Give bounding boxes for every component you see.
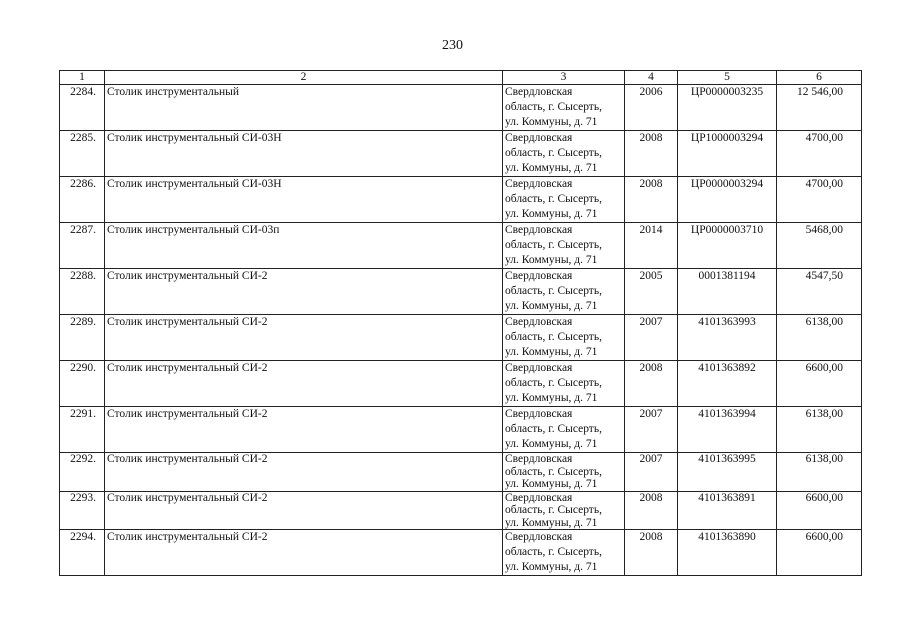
row-number: 2284. xyxy=(60,85,105,131)
address-line: область, г. Сысерть, xyxy=(505,331,602,343)
item-address xyxy=(503,177,625,223)
header-col-2: 2 xyxy=(105,71,503,85)
row-number: 2293. xyxy=(60,491,105,530)
address-line: область, г. Сысерть, xyxy=(505,423,602,435)
item-sum: 6138,00 xyxy=(777,453,862,492)
table-body xyxy=(60,85,862,576)
item-address xyxy=(503,530,625,576)
item-name: Столик инструментальный СИ-2 xyxy=(105,453,503,492)
address-line: Свердловская xyxy=(505,362,573,374)
item-sum: 6138,00 xyxy=(777,315,862,361)
address-line: область, г. Сысерть, xyxy=(505,504,602,516)
table-row xyxy=(60,407,862,453)
inventory-code: 4101363995 xyxy=(678,453,777,492)
address-line: область, г. Сысерть, xyxy=(505,377,602,389)
header-col-5: 5 xyxy=(678,71,777,85)
table-row xyxy=(60,177,862,223)
item-year: 2008 xyxy=(625,361,678,407)
address-line: Свердловская xyxy=(505,178,573,190)
item-sum: 5468,00 xyxy=(777,223,862,269)
item-year: 2007 xyxy=(625,407,678,453)
row-number: 2288. xyxy=(60,269,105,315)
item-sum: 4700,00 xyxy=(777,131,862,177)
item-name: Столик инструментальный СИ-2 xyxy=(105,361,503,407)
item-name: Столик инструментальный xyxy=(105,85,503,131)
address-line: ул. Коммуны, д. 71 xyxy=(505,254,598,266)
address-line: ул. Коммуны, д. 71 xyxy=(505,300,598,312)
address-line: Свердловская xyxy=(505,132,573,144)
header-col-4: 4 xyxy=(625,71,678,85)
item-name: Столик инструментальный СИ-2 xyxy=(105,407,503,453)
item-year: 2007 xyxy=(625,453,678,492)
item-year: 2008 xyxy=(625,177,678,223)
row-number: 2294. xyxy=(60,530,105,576)
item-name: Столик инструментальный СИ-2 xyxy=(105,269,503,315)
address-line: ул. Коммуны, д. 71 xyxy=(505,162,598,174)
address-line: область, г. Сысерть, xyxy=(505,193,602,205)
page-number: 230 xyxy=(442,38,463,53)
address-line: область, г. Сысерть, xyxy=(505,101,602,113)
item-sum: 6600,00 xyxy=(777,530,862,576)
table-row xyxy=(60,530,862,576)
row-number: 2285. xyxy=(60,131,105,177)
row-number: 2290. xyxy=(60,361,105,407)
item-year: 2008 xyxy=(625,131,678,177)
row-number: 2292. xyxy=(60,453,105,492)
row-number: 2286. xyxy=(60,177,105,223)
address-line: Свердловская xyxy=(505,408,573,420)
item-address xyxy=(503,453,625,492)
item-address xyxy=(503,315,625,361)
registry-table xyxy=(59,70,862,576)
item-sum: 6600,00 xyxy=(777,361,862,407)
address-line: Свердловская xyxy=(505,270,573,282)
inventory-code: ЦР0000003235 xyxy=(678,85,777,131)
item-sum: 6138,00 xyxy=(777,407,862,453)
item-address xyxy=(503,407,625,453)
table-row xyxy=(60,315,862,361)
item-address xyxy=(503,269,625,315)
inventory-code: 4101363891 xyxy=(678,491,777,530)
address-line: область, г. Сысерть, xyxy=(505,465,602,478)
row-number: 2289. xyxy=(60,315,105,361)
address-line: Свердловская xyxy=(505,316,573,328)
item-name: Столик инструментальный СИ-2 xyxy=(105,491,503,530)
item-address xyxy=(503,85,625,131)
address-line: ул. Коммуны, д. 71 xyxy=(505,116,598,128)
item-year: 2006 xyxy=(625,85,678,131)
address-line: ул. Коммуны, д. 71 xyxy=(505,346,598,358)
item-year: 2005 xyxy=(625,269,678,315)
address-line: ул. Коммуны, д. 71 xyxy=(505,561,598,573)
header-row xyxy=(60,71,862,85)
address-line: ул. Коммуны, д. 71 xyxy=(505,208,598,220)
table-row xyxy=(60,223,862,269)
item-sum: 4700,00 xyxy=(777,177,862,223)
item-address xyxy=(503,491,625,530)
row-number: 2287. xyxy=(60,223,105,269)
item-name: Столик инструментальный СИ-2 xyxy=(105,315,503,361)
address-line: ул. Коммуны, д. 71 xyxy=(505,392,598,404)
address-line: ул. Коммуны, д. 71 xyxy=(505,438,598,450)
table-row xyxy=(60,269,862,315)
inventory-code: 4101363890 xyxy=(678,530,777,576)
table-row xyxy=(60,361,862,407)
table-row xyxy=(60,453,862,492)
item-name: Столик инструментальный СИ-03Н xyxy=(105,177,503,223)
inventory-code: 4101363892 xyxy=(678,361,777,407)
table-row xyxy=(60,85,862,131)
header-col-6: 6 xyxy=(777,71,862,85)
item-address xyxy=(503,361,625,407)
header-col-1: 1 xyxy=(60,71,105,85)
inventory-code: ЦР0000003294 xyxy=(678,177,777,223)
address-line: область, г. Сысерть, xyxy=(505,546,602,558)
inventory-code: ЦР1000003294 xyxy=(678,131,777,177)
address-line: область, г. Сысерть, xyxy=(505,239,602,251)
item-sum: 6600,00 xyxy=(777,491,862,530)
inventory-code: ЦР0000003710 xyxy=(678,223,777,269)
address-line: Свердловская xyxy=(505,453,573,465)
address-line: Свердловская xyxy=(505,224,573,236)
row-number: 2291. xyxy=(60,407,105,453)
table-row xyxy=(60,131,862,177)
item-address xyxy=(503,223,625,269)
address-line: ул. Коммуны, д. 71 xyxy=(505,478,598,490)
item-year: 2007 xyxy=(625,315,678,361)
address-line: ул. Коммуны, д. 71 xyxy=(505,516,598,529)
item-name: Столик инструментальный СИ-03Н xyxy=(105,131,503,177)
item-name: Столик инструментальный СИ-03п xyxy=(105,223,503,269)
item-address xyxy=(503,131,625,177)
address-line: область, г. Сысерть, xyxy=(505,285,602,297)
item-name: Столик инструментальный СИ-2 xyxy=(105,530,503,576)
item-sum: 12 546,00 xyxy=(777,85,862,131)
table-row xyxy=(60,491,862,530)
item-year: 2008 xyxy=(625,530,678,576)
inventory-code: 0001381194 xyxy=(678,269,777,315)
address-line: Свердловская xyxy=(505,86,573,98)
header-col-3: 3 xyxy=(503,71,625,85)
address-line: область, г. Сысерть, xyxy=(505,147,602,159)
inventory-code: 4101363994 xyxy=(678,407,777,453)
item-year: 2008 xyxy=(625,491,678,530)
item-year: 2014 xyxy=(625,223,678,269)
address-line: Свердловская xyxy=(505,491,573,504)
address-line: Свердловская xyxy=(505,531,573,543)
item-sum: 4547,50 xyxy=(777,269,862,315)
inventory-code: 4101363993 xyxy=(678,315,777,361)
